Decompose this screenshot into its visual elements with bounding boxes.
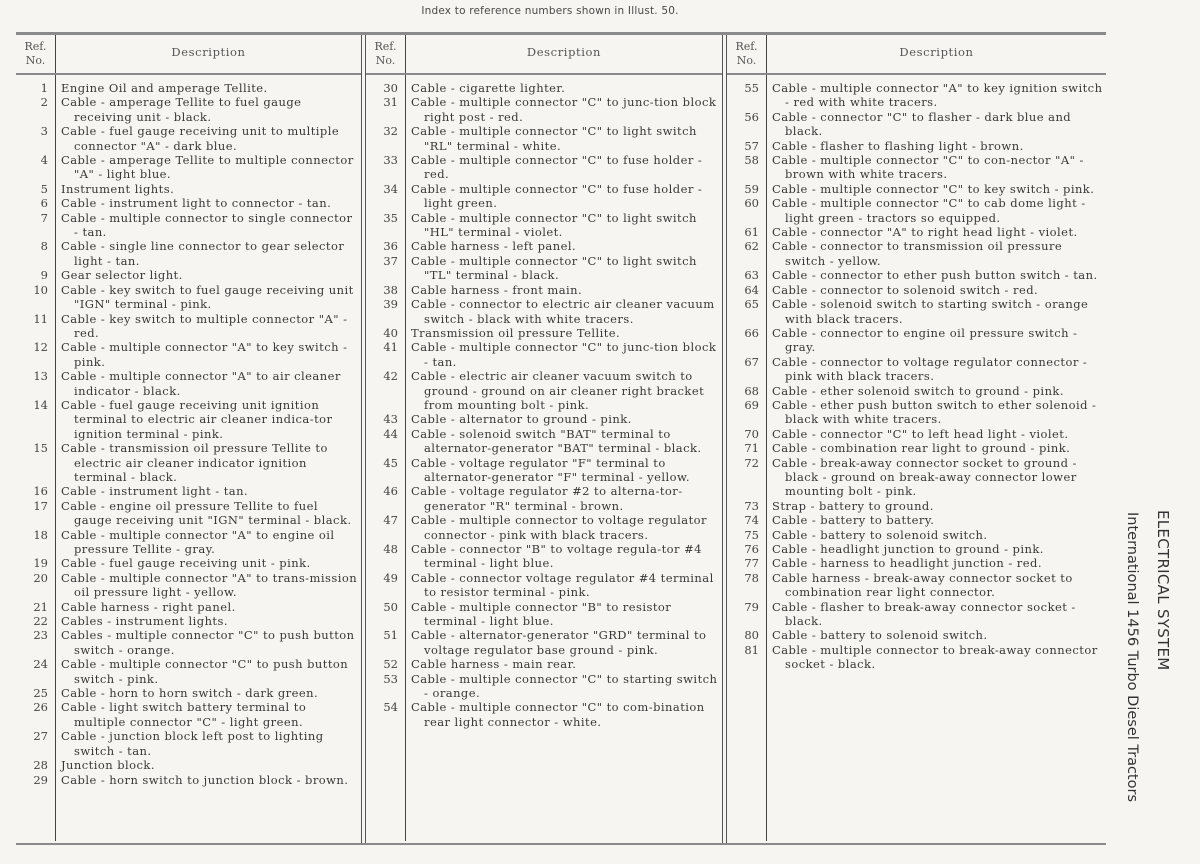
table-row — [727, 182, 1106, 196]
description: Cable - key switch to multiple connector "A" - red. — [61, 311, 348, 340]
index-column-1 — [16, 35, 361, 843]
rows — [727, 75, 1106, 672]
table-row — [366, 542, 722, 571]
bottom-rule — [16, 843, 1106, 845]
description: Cable harness - break-away connector socket to combination rear light connector. — [772, 570, 1073, 600]
ref-number: 80 — [744, 628, 759, 643]
ref-number: 64 — [744, 282, 759, 297]
model-title: International 1456 Turbo Diesel Tractors — [1124, 512, 1140, 802]
table-row — [727, 456, 1106, 499]
table-row — [16, 773, 361, 787]
ref-number: 77 — [744, 556, 759, 571]
description: Cable - single line connector to gear selector light - tan. — [61, 239, 345, 268]
ref-no-header: Ref. No. — [16, 35, 56, 73]
description: Cable - connector to engine oil pressure switch - gray. — [772, 325, 1078, 355]
table-row — [16, 484, 361, 498]
ref-number: 43 — [383, 412, 398, 427]
table-row — [727, 225, 1106, 239]
table-row — [16, 369, 361, 398]
ref-number: 25 — [33, 686, 48, 701]
ref-number: 66 — [744, 325, 759, 340]
ref-number: 61 — [744, 225, 759, 240]
table-row — [16, 441, 361, 484]
description: Cable - amperage Tellite to multiple connector "A" - light blue. — [61, 153, 354, 182]
description: Cable harness - main rear. — [411, 657, 577, 672]
ref-number: 21 — [33, 599, 48, 614]
table-row — [16, 95, 361, 124]
ref-number: 56 — [744, 109, 759, 124]
description: Cable - junction block left post to lighting switch - tan. — [61, 729, 324, 758]
table-row — [366, 456, 722, 485]
table-row — [727, 153, 1106, 182]
table-row — [366, 672, 722, 701]
description: Cable - flasher to break-away connector socket - black. — [772, 599, 1076, 629]
table-row — [727, 513, 1106, 527]
ref-number: 58 — [744, 153, 759, 168]
ref-number: 23 — [33, 628, 48, 643]
table-row — [366, 124, 722, 153]
description: Cable - transmission oil pressure Tellite to electric air cleaner indicator ignition terminal - black. — [61, 441, 328, 484]
table-row — [366, 340, 722, 369]
ref-number: 26 — [33, 700, 48, 715]
ref-number: 37 — [383, 253, 398, 268]
description: Cable - multiple connector "A" to air cleaner indicator - black. — [61, 369, 341, 398]
table-row — [16, 81, 361, 95]
ref-number: 14 — [33, 397, 48, 412]
rows — [366, 75, 722, 729]
ref-number: 41 — [383, 340, 398, 355]
table-row — [16, 340, 361, 369]
ref-number: 19 — [33, 556, 48, 571]
ref-number: 51 — [383, 628, 398, 643]
ref-number: 12 — [33, 340, 48, 355]
table-row — [727, 283, 1106, 297]
ref-number: 81 — [744, 642, 759, 657]
description: Cable - voltage regulator "F" terminal to alternator-generator "F" terminal - yellow. — [411, 455, 691, 484]
description: Cable - multiple connector "C" to junc-tion block right post - red. — [411, 95, 717, 124]
ref-number: 36 — [383, 239, 398, 254]
table-row — [16, 600, 361, 614]
ref-number: 63 — [744, 268, 759, 283]
description: Cable - break-away connector socket to ground - black - ground on break-away connector lower mounting bolt - pink. — [772, 455, 1077, 499]
table-row — [366, 326, 722, 340]
table-row — [727, 326, 1106, 355]
description: Cable - key switch to fuel gauge receiving unit "IGN" terminal - pink. — [61, 282, 354, 312]
table-row — [16, 686, 361, 700]
table-row — [16, 283, 361, 312]
table-row — [727, 196, 1106, 225]
table-row — [366, 513, 722, 542]
table-row — [727, 239, 1106, 268]
table-row — [16, 700, 361, 729]
description: Cable - battery to battery. — [772, 513, 935, 528]
description: Cable - multiple connector "A" to engine oil pressure Tellite - gray. — [61, 527, 335, 556]
ref-number: 59 — [744, 181, 759, 196]
table-row — [16, 196, 361, 210]
description: Cable - electric air cleaner vacuum switch to ground - ground on air cleaner right bracket from mounting bolt - pink. — [411, 369, 705, 412]
ref-number: 38 — [383, 282, 398, 297]
ref-number: 24 — [33, 657, 48, 672]
description: Cable - multiple connector "C" to starting switch - orange. — [411, 671, 718, 701]
section-title: ELECTRICAL SYSTEM — [1154, 510, 1172, 671]
table-row — [16, 398, 361, 441]
table-row — [16, 614, 361, 628]
description: Cable - multiple connector "C" to con-nector "A" - brown with white tracers. — [772, 153, 1084, 182]
ref-number: 50 — [383, 599, 398, 614]
description: Engine Oil and amperage Tellite. — [61, 81, 268, 95]
table-row — [366, 182, 722, 211]
table-row — [727, 556, 1106, 570]
description: Cable - engine oil pressure Tellite to fuel gauge receiving unit "IGN" terminal - black. — [61, 498, 352, 528]
description: Cable - multiple connector "B" to resistor terminal - light blue. — [411, 599, 672, 629]
table-row — [366, 369, 722, 412]
ref-number: 76 — [744, 542, 759, 556]
description: Cable - multiple connector "C" to com-bination rear light connector - white. — [411, 700, 705, 729]
ref-number: 53 — [383, 671, 398, 686]
description: Cable - horn to horn switch - dark green. — [61, 686, 319, 701]
description: Transmission oil pressure Tellite. — [411, 325, 621, 340]
ref-number: 44 — [383, 426, 398, 441]
table-row — [366, 254, 722, 283]
table-row — [727, 398, 1106, 427]
description: Cable - voltage regulator #2 to alterna-tor-generator "R" terminal - brown. — [411, 484, 683, 513]
ref-number: 78 — [744, 570, 759, 585]
description: Cable - multiple connector "C" to fuse holder - light green. — [411, 181, 703, 211]
ref-number: 22 — [33, 614, 48, 629]
ref-number: 79 — [744, 599, 759, 614]
description: Cable - harness to headlight junction - red. — [772, 556, 1042, 571]
ref-number: 35 — [383, 210, 398, 225]
ref-number: 27 — [33, 729, 48, 744]
table-row — [366, 700, 722, 729]
description: Gear selector light. — [61, 268, 183, 283]
ref-number: 2 — [40, 95, 48, 110]
description: Cable - connector voltage regulator #4 terminal to resistor terminal - pink. — [411, 570, 714, 600]
table-row — [366, 239, 722, 253]
description: Cable - ether solenoid switch to ground - pink. — [772, 383, 1064, 398]
description: Cable harness - front main. — [411, 282, 583, 297]
description: Cable harness - right panel. — [61, 599, 236, 614]
ref-number: 48 — [383, 542, 398, 556]
description: Cable - connector "C" to left head light - violet. — [772, 426, 1069, 441]
table-row — [366, 484, 722, 513]
table-row — [727, 542, 1106, 556]
description: Cable - alternator to ground - pink. — [411, 412, 632, 427]
table-row — [727, 499, 1106, 513]
page-title: Index to reference numbers shown in Illust. 50. — [421, 5, 679, 17]
ref-number: 47 — [383, 513, 398, 528]
table-row — [727, 110, 1106, 139]
description: Cable - solenoid switch to starting switch - orange with black tracers. — [772, 297, 1089, 326]
table-row — [366, 628, 722, 657]
ref-number: 65 — [744, 297, 759, 312]
index-column-3 — [727, 35, 1106, 843]
ref-number: 32 — [383, 124, 398, 139]
ref-number: 73 — [744, 498, 759, 513]
description: Cables - multiple connector "C" to push button switch - orange. — [61, 628, 355, 657]
description: Cable - combination rear light to ground - pink. — [772, 441, 1071, 456]
description: Cable - battery to solenoid switch. — [772, 628, 988, 643]
table-row — [16, 211, 361, 240]
table-row — [16, 556, 361, 570]
description: Cable - alternator-generator "GRD" terminal to voltage regulator base ground - pink. — [411, 628, 707, 657]
table-row — [16, 528, 361, 557]
description-header: Description — [171, 45, 246, 59]
description: Cable - fuel gauge receiving unit to multiple connector "A" - dark blue. — [61, 124, 340, 153]
description: Junction block. — [61, 758, 155, 773]
table-row — [727, 528, 1106, 542]
table-row — [366, 283, 722, 297]
description: Cable - connector to solenoid switch - red. — [772, 282, 1039, 297]
column-header — [16, 35, 361, 75]
table-row — [727, 600, 1106, 629]
description: Cable - multiple connector "C" to light switch "RL" terminal - white. — [411, 124, 697, 153]
ref-number: 4 — [40, 153, 48, 168]
description: Cable - connector to electric air cleaner vacuum switch - black with white tracers. — [411, 297, 715, 326]
description: Cable - multiple connector "C" to light switch "HL" terminal - violet. — [411, 210, 697, 240]
ref-number: 3 — [40, 124, 48, 139]
table-row — [16, 499, 361, 528]
description: Strap - battery to ground. — [772, 498, 934, 513]
description: Cable - horn switch to junction block - brown. — [61, 772, 349, 787]
description: Cable - ether push button switch to ether solenoid - black with white tracers. — [772, 397, 1097, 427]
ref-number: 46 — [383, 484, 398, 499]
description: Cable - multiple connector "C" to key switch - pink. — [772, 181, 1095, 196]
description: Cable - amperage Tellite to fuel gauge receiving unit - black. — [61, 95, 302, 124]
table-row — [16, 571, 361, 600]
ref-number: 60 — [744, 196, 759, 211]
table-row — [366, 95, 722, 124]
description: Cable - connector "C" to flasher - dark blue and black. — [772, 109, 1072, 139]
description: Cable - connector to ether push button switch - tan. — [772, 268, 1098, 283]
ref-number: 6 — [40, 196, 48, 211]
index-column-2 — [366, 35, 722, 843]
ref-number: 72 — [744, 455, 759, 470]
description: Cable - instrument light - tan. — [61, 484, 249, 499]
ref-number: 1 — [40, 81, 48, 95]
description: Cable - flasher to flashing light - brown. — [772, 138, 1024, 153]
table-row — [16, 729, 361, 758]
ref-number: 62 — [744, 239, 759, 254]
description: Cable - connector "B" to voltage regula-tor #4 terminal - light blue. — [411, 542, 702, 571]
table-row — [16, 239, 361, 268]
ref-number: 40 — [383, 325, 398, 340]
table-row — [366, 412, 722, 426]
description: Cable harness - left panel. — [411, 239, 577, 254]
ref-number: 17 — [33, 498, 48, 513]
ref-number: 7 — [40, 210, 48, 225]
table-row — [727, 427, 1106, 441]
description: Cable - fuel gauge receiving unit - pink. — [61, 556, 311, 571]
ref-number: 52 — [383, 657, 398, 672]
table-row — [16, 312, 361, 341]
ref-no-header: Ref. No. — [727, 35, 767, 73]
description: Cable - multiple connector to voltage regulator connector - pink with black tracers. — [411, 513, 708, 542]
description: Cables - instrument lights. — [61, 614, 228, 629]
ref-number: 70 — [744, 426, 759, 441]
description: Cable - connector to transmission oil pressure switch - yellow. — [772, 239, 1063, 268]
table-row — [16, 153, 361, 182]
table-row — [16, 124, 361, 153]
description: Cable - connector "A" to right head light - violet. — [772, 225, 1078, 240]
table-row — [16, 758, 361, 772]
description: Instrument lights. — [61, 181, 175, 196]
table-row — [366, 81, 722, 95]
description: Cable - multiple connector to single connector - tan. — [61, 210, 353, 240]
ref-number: 18 — [33, 527, 48, 542]
ref-number: 13 — [33, 369, 48, 384]
ref-number: 10 — [33, 282, 48, 297]
ref-number: 31 — [383, 95, 398, 110]
table-row — [16, 657, 361, 686]
table-row — [366, 600, 722, 629]
ref-number: 16 — [33, 484, 48, 499]
ref-number: 68 — [744, 383, 759, 398]
ref-number: 54 — [383, 700, 398, 715]
description: Cable - multiple connector "C" to light switch "TL" terminal - black. — [411, 253, 697, 283]
ref-number: 11 — [33, 311, 48, 326]
ref-number: 9 — [40, 268, 48, 283]
description: Cable - light switch battery terminal to multiple connector "C" - light green. — [61, 700, 307, 729]
ref-number: 55 — [744, 81, 759, 95]
table-row — [366, 657, 722, 671]
description: Cable - multiple connector "A" to key ignition switch - red with white tracers. — [772, 81, 1103, 110]
description: Cable - multiple connector "C" to fuse holder - red. — [411, 153, 703, 182]
table-row — [727, 643, 1106, 672]
column-header — [366, 35, 722, 75]
description: Cable - cigarette lighter. — [411, 81, 566, 95]
ref-number: 71 — [744, 441, 759, 456]
description: Cable - connector to voltage regulator connector - pink with black tracers. — [772, 354, 1088, 384]
ref-number: 5 — [40, 181, 48, 196]
ref-number: 30 — [383, 81, 398, 95]
description-header: Description — [526, 45, 602, 59]
table-row — [727, 384, 1106, 398]
ref-number: 20 — [33, 570, 48, 585]
ref-number: 67 — [744, 354, 759, 369]
table-row — [727, 268, 1106, 282]
ref-number: 34 — [383, 181, 398, 196]
table-row — [727, 139, 1106, 153]
description: Cable - multiple connector to break-away connector socket - black. — [772, 642, 1098, 672]
table-row — [366, 211, 722, 240]
description: Cable - instrument light to connector - tan. — [61, 196, 332, 211]
table-row — [366, 427, 722, 456]
description: Cable - solenoid switch "BAT" terminal to alternator-generator "BAT" terminal - black. — [411, 426, 702, 456]
ref-number: 57 — [744, 138, 759, 153]
table-row — [727, 628, 1106, 642]
ref-number: 28 — [33, 758, 48, 773]
ref-number: 75 — [744, 527, 759, 542]
table-row — [16, 268, 361, 282]
table-row — [727, 355, 1106, 384]
table-row — [727, 81, 1106, 110]
description: Cable - battery to solenoid switch. — [772, 527, 988, 542]
description: Cable - headlight junction to ground - pink. — [772, 542, 1044, 556]
ref-number: 39 — [383, 297, 398, 312]
description: Cable - multiple connector "A" to trans-mission oil pressure light - yellow. — [61, 570, 358, 600]
description: Cable - multiple connector "C" to push button switch - pink. — [61, 657, 349, 686]
table-row — [727, 441, 1106, 455]
table-row — [727, 571, 1106, 600]
ref-number: 29 — [33, 772, 48, 787]
column-header — [727, 35, 1106, 75]
description: Cable - fuel gauge receiving unit ignition terminal to electric air cleaner indica-tor ignition terminal - pink. — [61, 397, 333, 441]
table-row — [366, 153, 722, 182]
table-row — [366, 297, 722, 326]
ref-number: 45 — [383, 455, 398, 470]
ref-number: 42 — [383, 369, 398, 384]
ref-no-header: Ref. No. — [366, 35, 406, 73]
table-row — [727, 297, 1106, 326]
table-row — [16, 182, 361, 196]
ref-number: 74 — [744, 513, 759, 528]
rows — [16, 75, 361, 787]
ref-number: 69 — [744, 397, 759, 412]
description: Cable - multiple connector "C" to cab dome light - light green - tractors so equipped. — [772, 196, 1086, 225]
description: Cable - multiple connector "C" to junc-tion block - tan. — [411, 340, 717, 369]
ref-number: 33 — [383, 153, 398, 168]
table-row — [366, 571, 722, 600]
table-row — [16, 628, 361, 657]
ref-number: 8 — [40, 239, 48, 254]
description-header: Description — [899, 45, 974, 59]
description: Cable - multiple connector "A" to key switch - pink. — [61, 340, 348, 369]
ref-number: 15 — [33, 441, 48, 456]
ref-number: 49 — [383, 570, 398, 585]
